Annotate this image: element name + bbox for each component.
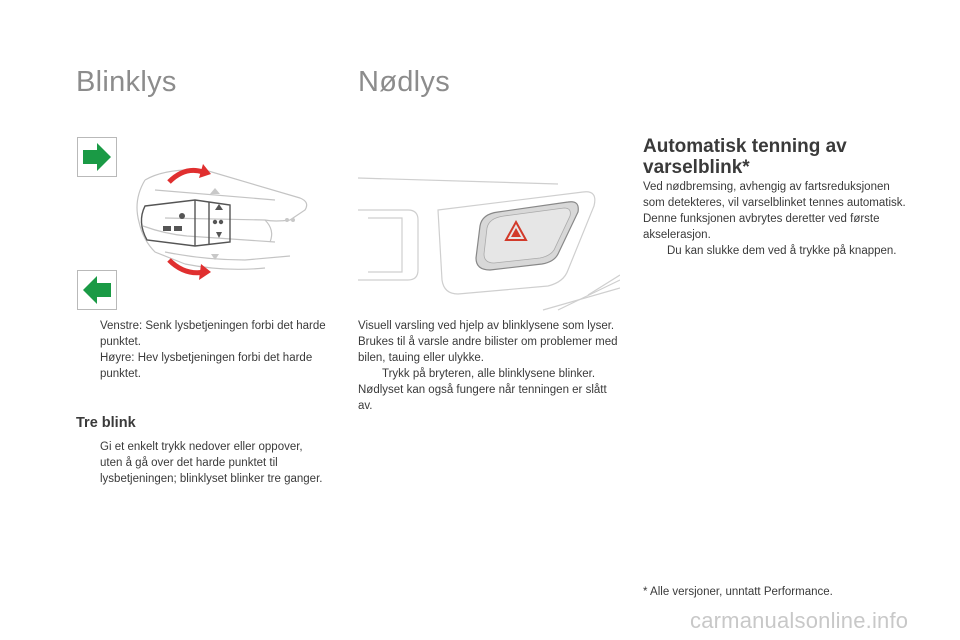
bullet-text: Gi et enkelt trykk nedover eller oppover, uten å gå over det harde punktet til lysbetjeningen; blinklyset blinker tre ganger. — [100, 441, 323, 485]
bullet-mark — [76, 439, 100, 487]
bullet-item-left — [76, 318, 326, 350]
watermark: carmanualsonline.info — [690, 608, 909, 633]
nodlys-paragraph-2: Nødlyset kan også fungere når tenningen er slått av. — [358, 384, 607, 412]
bullet-mark — [358, 366, 382, 382]
bullet-mark — [76, 350, 100, 382]
bullet-text: Trykk på bryteren, alle blinklysene blinker. — [382, 368, 596, 380]
bullet-item — [76, 439, 326, 487]
hazard-switch-illustration — [358, 170, 620, 315]
blinklys-title: Blinklys — [76, 66, 177, 98]
light-stalk-illustration — [125, 160, 325, 285]
nodlys-paragraph: Visuell varsling ved hjelp av blinklysene som lyser. Brukes til å varsle andre bilister om problemer med bilen, tauing eller ulykke. — [358, 320, 618, 364]
bullet-text: Høyre: Hev lysbetjeningen forbi det harde punktet. — [100, 352, 313, 380]
bullet-item-right — [76, 350, 326, 382]
bullet-mark — [643, 243, 667, 259]
tre-blink-heading: Tre blink — [76, 415, 136, 431]
footnote: * Alle versjoner, unntatt Performance. — [643, 586, 833, 598]
arrow-left-icon — [78, 271, 116, 309]
automatisk-paragraph-2: Denne funksjonen avbrytes deretter ved første akselerasjon. — [643, 213, 880, 241]
automatisk-heading: Automatisk tenning av varselblink* — [643, 136, 847, 178]
bullet-text: Du kan slukke dem ved å trykke på knappen. — [667, 245, 897, 257]
arrow-right-icon — [78, 138, 116, 176]
bullet-item — [358, 366, 620, 382]
bullet-text: Venstre: Senk lysbetjeningen forbi det harde punktet. — [100, 320, 326, 348]
bullet-mark — [76, 318, 100, 350]
bullet-item — [643, 243, 911, 259]
blinklys-bullets — [76, 318, 326, 382]
nodlys-text — [358, 318, 620, 414]
left-arrow-box — [77, 270, 117, 310]
automatisk-text — [643, 179, 911, 259]
automatisk-paragraph: Ved nødbremsing, avhengig av fartsreduksjonen som detekteres, vil varselblinket tennes automatisk. — [643, 181, 906, 209]
nodlys-title: Nødlys — [358, 66, 451, 98]
tre-blink-bullets — [76, 439, 326, 487]
right-arrow-box — [77, 137, 117, 177]
